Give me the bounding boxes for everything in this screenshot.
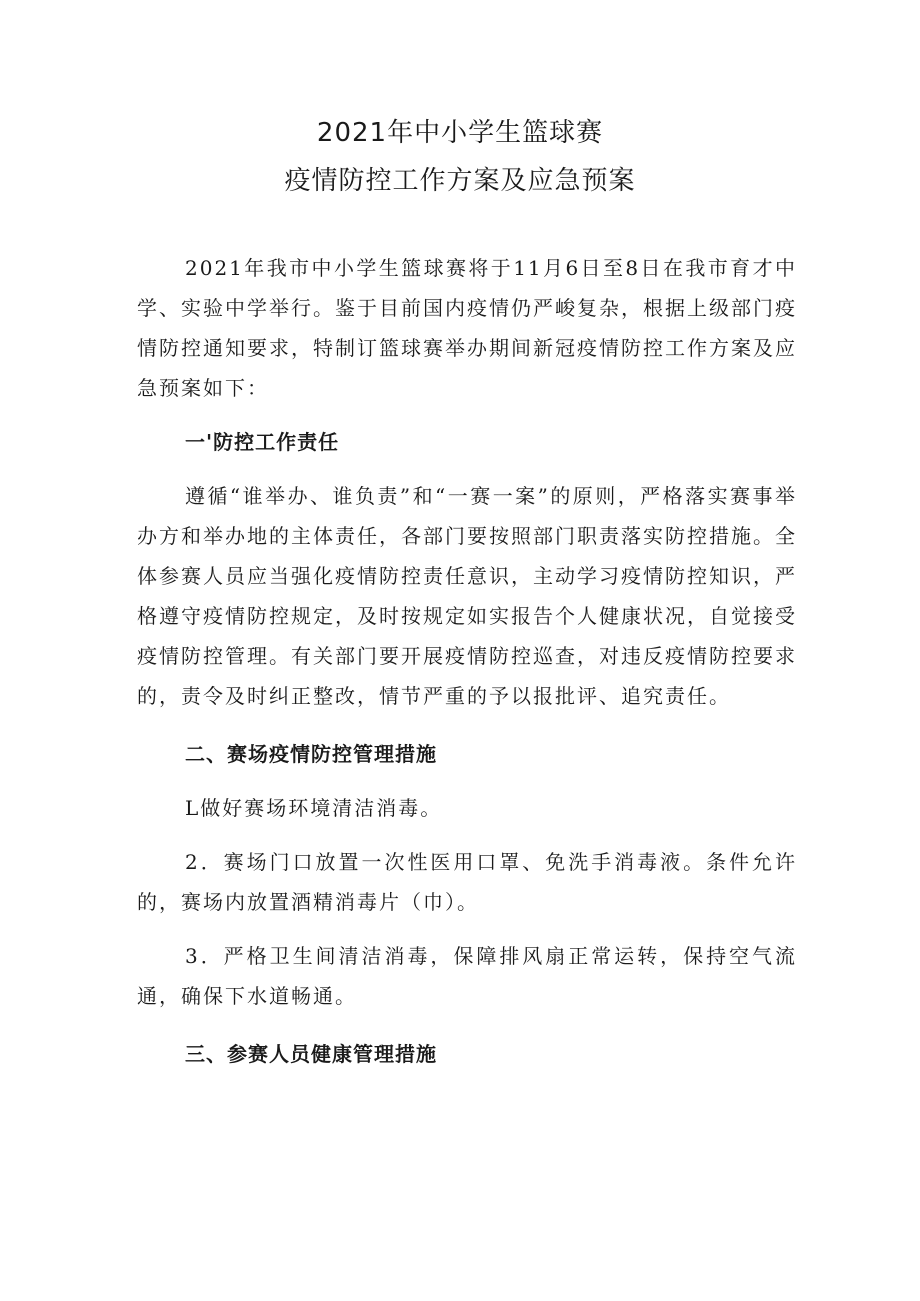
- section1-heading: 一'防控工作责任: [185, 430, 340, 454]
- section2-item-3: 3．严格卫生间清洁消毒，保障排风扇正常运转，保持空气流通，确保下水道畅通。: [137, 944, 797, 1008]
- intro-paragraph: 2021年我市中小学生篮球赛将于11月6日至8日在我市育才中学、实验中学举行。鉴于目前国内疫情仍严峻复杂，根据上级部门疫情防控通知要求，特制订篮球赛举办期间新冠疫情防控工作方案及应急预案如下：: [137, 256, 797, 400]
- document-title-line1: 2021年中小学生篮球赛: [316, 118, 604, 148]
- document-title-line2: 疫情防控工作方案及应急预案: [284, 166, 636, 196]
- section3-heading: 三、参赛人员健康管理措施: [185, 1042, 437, 1066]
- section2-item-2: 2．赛场门口放置一次性医用口罩、免洗手消毒液。条件允许的，赛场内放置酒精消毒片（巾）。: [137, 850, 797, 914]
- section2-heading: 二、赛场疫情防控管理措施: [185, 742, 437, 766]
- section1-paragraph: 遵循“谁举办、谁负责”和“一赛一案”的原则，严格落实赛事举办方和举办地的主体责任，各部门要按照部门职责落实防控措施。全体参赛人员应当强化疫情防控责任意识，主动学习疫情防控知识，严格遵守疫情防控规定，及时按规定如实报告个人健康状况，自觉接受疫情防控管理。有关部门要开展疫情防控巡查，对违反疫情防控要求的，责令及时纠正整改，情节严重的予以报批评、追究责任。: [137, 484, 797, 708]
- section2-item-1: L做好赛场环境清洁消毒。: [185, 796, 443, 820]
- document-body: [137, 248, 797, 1074]
